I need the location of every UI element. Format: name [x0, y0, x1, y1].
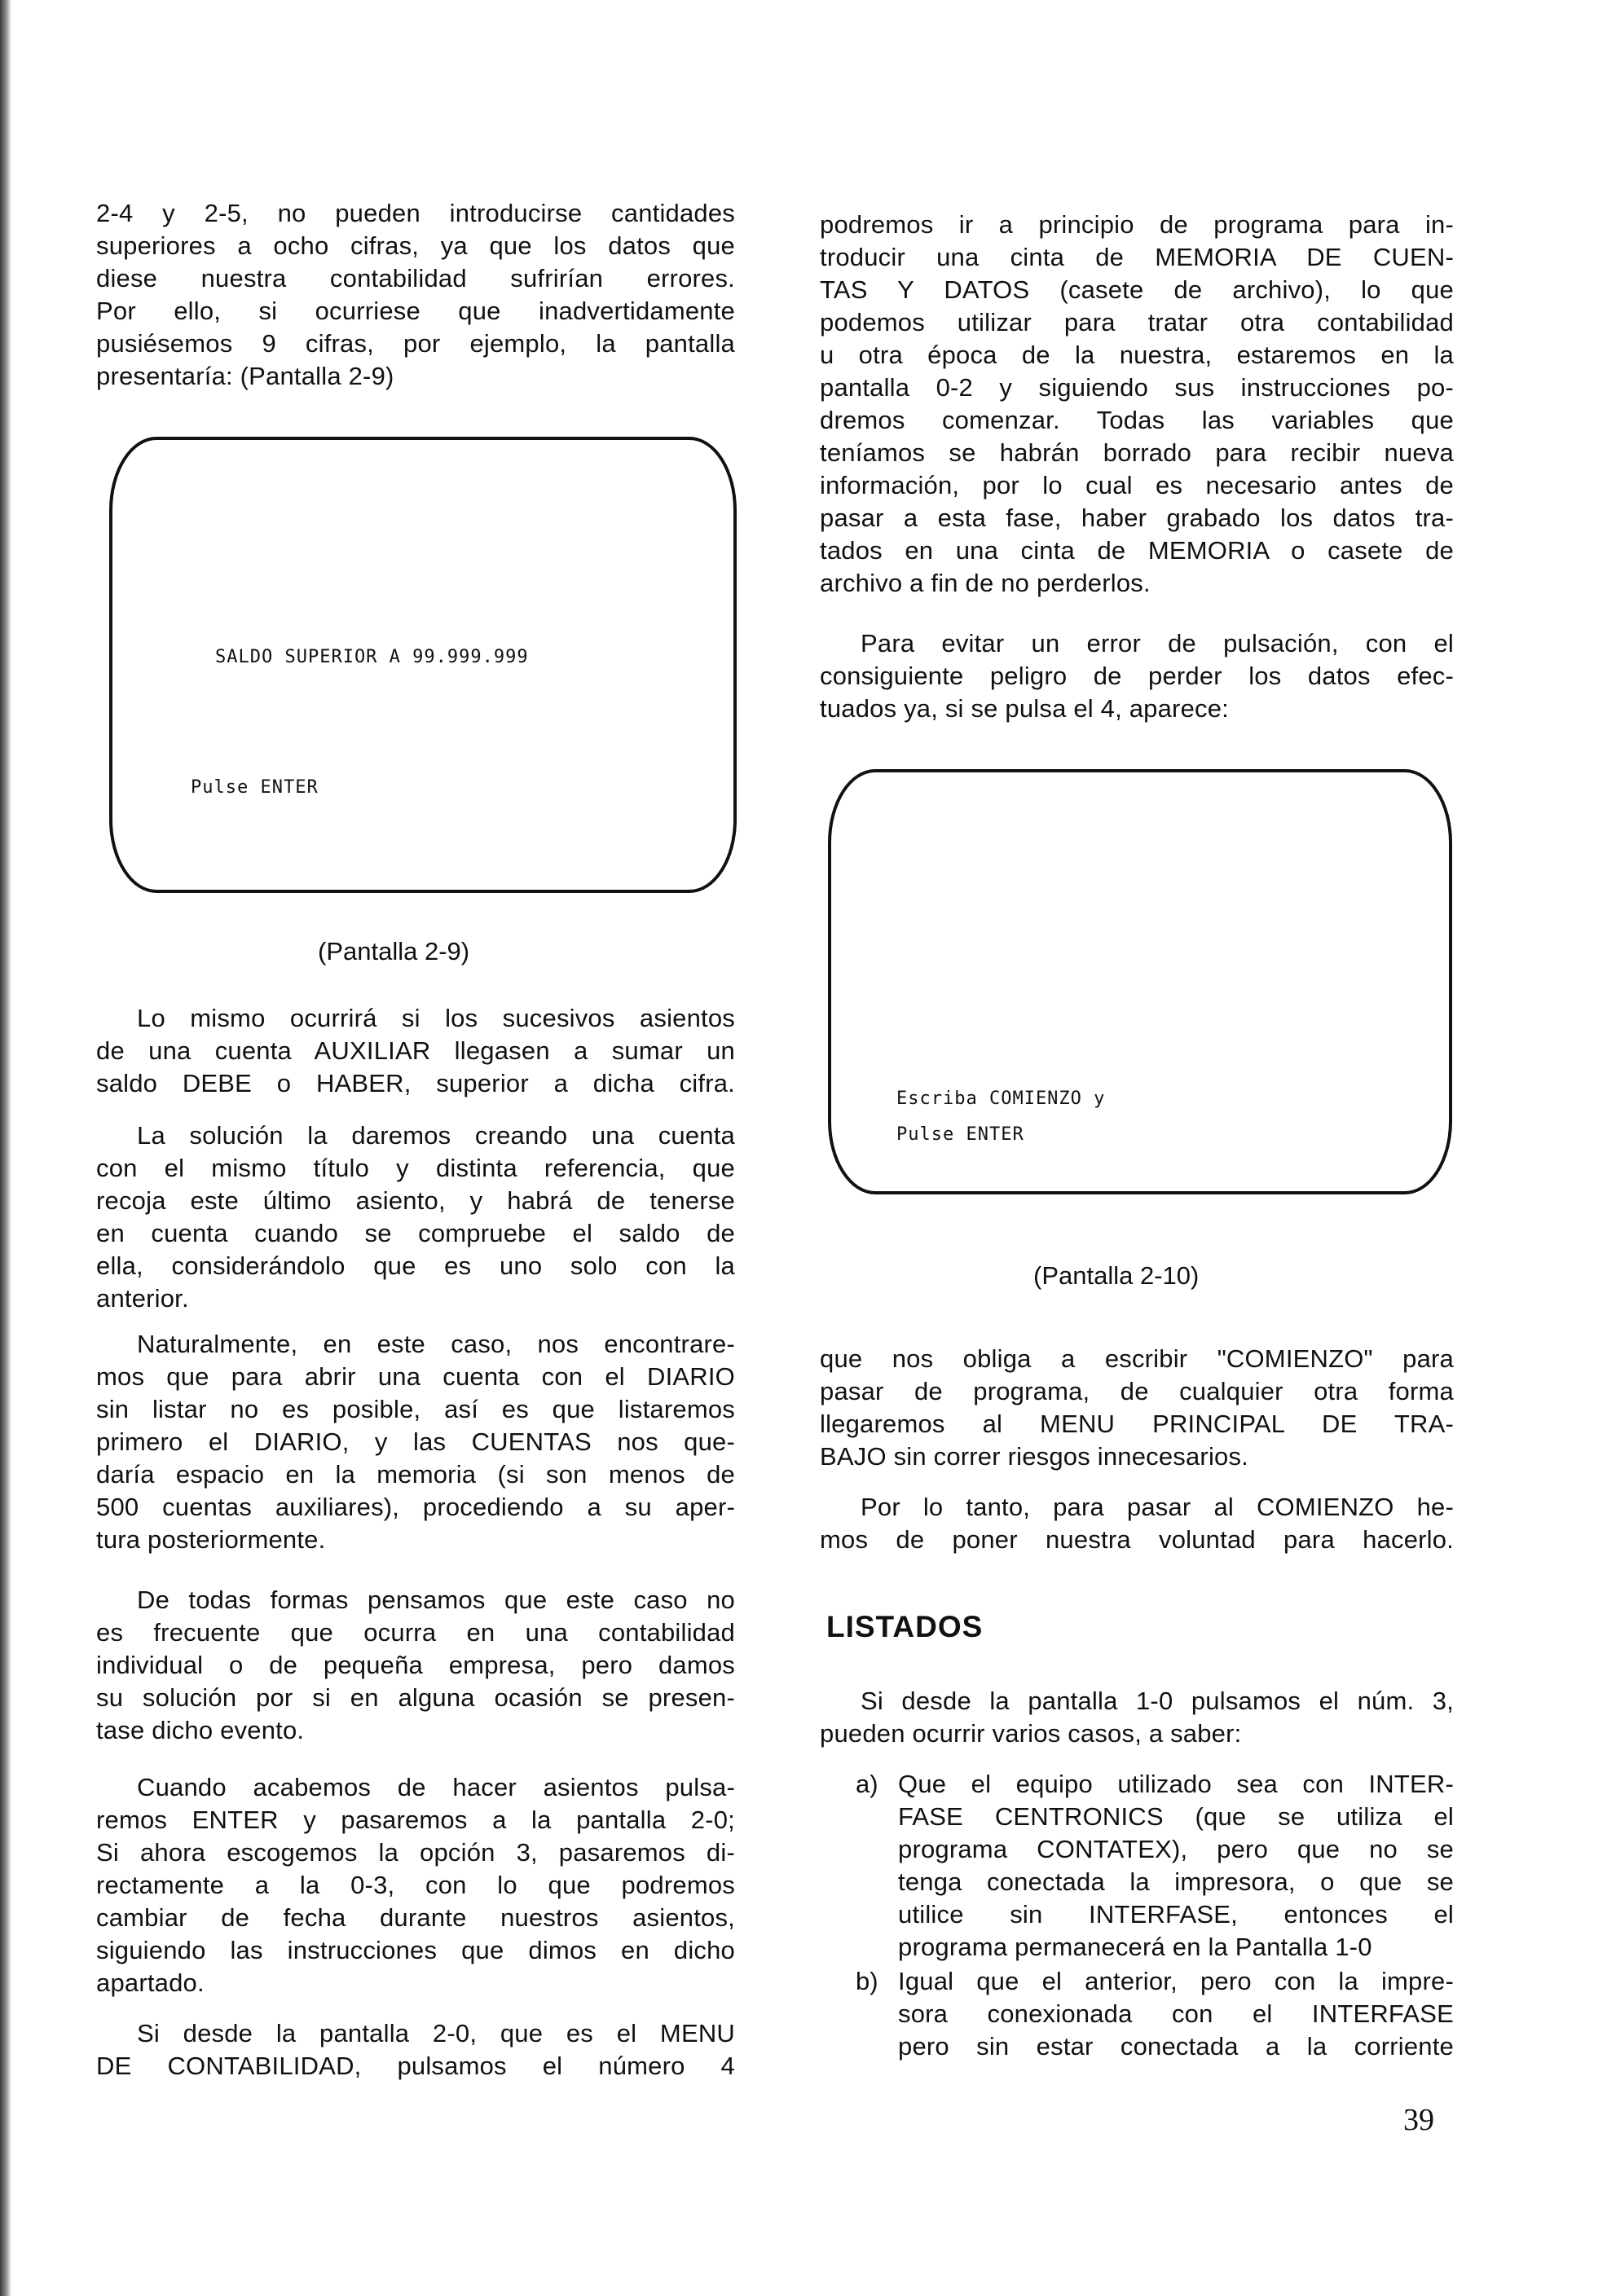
text-line: daría espacio en la memoria (si son menos de [96, 1460, 735, 1489]
text-line: TAS Y DATOS (casete de archivo), lo que [820, 275, 1454, 304]
screen-line-1: Escriba COMIENZO y [896, 1089, 1106, 1109]
text-line: teníamos se habrán borrado para recibir nueva [820, 438, 1454, 467]
text-line: presentaría: (Pantalla 2-9) [96, 362, 394, 390]
text-line: tados en una cinta de MEMORIA o casete de [820, 536, 1454, 565]
text-line: mos que para abrir una cuenta con el DIARIO [96, 1362, 735, 1391]
paragraph [96, 1584, 735, 1747]
list-marker: b) [856, 1967, 878, 1995]
text-line: ella, considerándolo que es uno solo con la [96, 1251, 735, 1280]
paragraph [820, 1343, 1454, 1473]
text-line: pueden ocurrir varios casos, a saber: [820, 1719, 1242, 1748]
text-line: rectamente a la 0-3, con lo que podremos [96, 1871, 735, 1899]
text-line: La solución la daremos creando una cuenta [137, 1121, 735, 1150]
text-line: con el mismo título y distinta referencia, que [96, 1154, 735, 1182]
page-binding-edge [0, 0, 11, 2296]
text-line: 500 cuentas auxiliares), procediendo a su aper- [96, 1493, 735, 1521]
figure-caption: (Pantalla 2-10) [1033, 1261, 1200, 1290]
paragraph [96, 1119, 735, 1315]
text-line: Por lo tanto, para pasar al COMIENZO he- [861, 1493, 1454, 1521]
text-line: de una cuenta AUXILIAR llegasen a sumar un [96, 1036, 735, 1065]
text-line: Naturalmente, en este caso, nos encontrare- [137, 1330, 735, 1358]
paragraph [820, 627, 1454, 725]
figure-caption: (Pantalla 2-9) [318, 937, 470, 965]
text-line: Que el equipo utilizado sea con INTER- [898, 1770, 1454, 1798]
text-line: pantalla 0-2 y siguiendo sus instrucciones po- [820, 373, 1454, 402]
paragraph [820, 209, 1454, 600]
text-line: Si ahora escogemos la opción 3, pasaremos di- [96, 1838, 735, 1867]
text-line: Cuando acabemos de hacer asientos pulsa- [137, 1773, 735, 1801]
text-line: llegaremos al MENU PRINCIPAL DE TRA- [820, 1410, 1454, 1438]
text-line: De todas formas pensamos que este caso no [137, 1586, 735, 1614]
text-line: tura posteriormente. [96, 1525, 326, 1554]
text-line: pusiésemos 9 cifras, por ejemplo, la pantalla [96, 329, 735, 358]
text-line: tuados ya, si se pulsa el 4, aparece: [820, 694, 1229, 723]
text-line: podremos ir a principio de programa para in- [820, 210, 1454, 239]
paragraph [96, 1328, 735, 1556]
text-line: Lo mismo ocurrirá si los sucesivos asientos [137, 1004, 735, 1032]
text-line: utilice sin INTERFASE, entonces el [898, 1900, 1454, 1929]
text-line: Si desde la pantalla 2-0, que es el MENU [137, 2019, 735, 2047]
text-line: DE CONTABILIDAD, pulsamos el número 4 [96, 2052, 735, 2080]
text-line: Para evitar un error de pulsación, con el [861, 629, 1454, 658]
text-line: diese nuestra contabilidad sufrirían errores. [96, 264, 735, 292]
text-line: FASE CENTRONICS (que se utiliza el [898, 1802, 1454, 1831]
paragraph [96, 197, 735, 393]
screen-message: SALDO SUPERIOR A 99.999.999 [215, 647, 529, 667]
list-marker: a) [856, 1770, 878, 1798]
page-number: 39 [1403, 2103, 1434, 2137]
text-line: Si desde la pantalla 1-0 pulsamos el núm. 3, [861, 1687, 1454, 1715]
text-line: 2-4 y 2-5, no pueden introducirse cantidades [96, 199, 735, 227]
text-line: su solución por si en alguna ocasión se presen- [96, 1683, 735, 1712]
text-line: programa permanecerá en la Pantalla 1-0 [898, 1933, 1372, 1961]
text-line: cambiar de fecha durante nuestros asientos, [96, 1903, 735, 1932]
text-line: programa CONTATEX), pero que no se [898, 1835, 1454, 1863]
text-line: tase dicho evento. [96, 1716, 305, 1744]
text-line: siguiendo las instrucciones que dimos en dicho [96, 1936, 735, 1964]
text-line: troducir una cinta de MEMORIA DE CUEN- [820, 243, 1454, 271]
text-line: sora conexionada con el INTERFASE [898, 1999, 1454, 2028]
screen-prompt: Pulse ENTER [191, 777, 319, 798]
text-line: es frecuente que ocurra en una contabilidad [96, 1618, 735, 1647]
text-line: recoja este último asiento, y habrá de tenerse [96, 1186, 735, 1215]
text-line: BAJO sin correr riesgos innecesarios. [820, 1442, 1248, 1471]
text-line: información, por lo cual es necesario antes de [820, 471, 1454, 499]
paragraph [820, 1491, 1454, 1556]
list-item [898, 1965, 1454, 2063]
text-line: que nos obliga a escribir "COMIENZO" para [820, 1344, 1454, 1373]
screen-line-2: Pulse ENTER [896, 1124, 1024, 1145]
text-line: superiores a ocho cifras, ya que los datos que [96, 231, 735, 260]
paragraph [820, 1685, 1454, 1750]
paragraph [96, 2017, 735, 2083]
text-line: pasar a esta fase, haber grabado los datos tra- [820, 504, 1454, 532]
text-line: remos ENTER y pasaremos a la pantalla 2-0; [96, 1806, 735, 1834]
text-line: u otra época de la nuestra, estaremos en la [820, 341, 1454, 369]
text-line: mos de poner nuestra voluntad para hacerlo. [820, 1525, 1454, 1554]
text-line: tenga conectada la impresora, o que se [898, 1867, 1454, 1896]
screen-illustration-2-9 [109, 437, 737, 893]
text-line: sin listar no es posible, así es que listaremos [96, 1395, 735, 1423]
text-line: dremos comenzar. Todas las variables que [820, 406, 1454, 434]
text-line: primero el DIARIO, y las CUENTAS nos que- [96, 1427, 735, 1456]
text-line: anterior. [96, 1284, 189, 1313]
text-line: individual o de pequeña empresa, pero damos [96, 1651, 735, 1679]
section-heading: LISTADOS [826, 1610, 984, 1643]
text-line: pero sin estar conectada a la corriente [898, 2032, 1454, 2061]
text-line: apartado. [96, 1968, 205, 1997]
text-line: Igual que el anterior, pero con la impre- [898, 1967, 1454, 1995]
text-line: saldo DEBE o HABER, superior a dicha cifra. [96, 1069, 735, 1097]
text-line: consiguiente peligro de perder los datos efec- [820, 662, 1454, 690]
list-item [898, 1768, 1454, 1964]
paragraph [96, 1002, 735, 1100]
text-line: podemos utilizar para tratar otra contabilidad [820, 308, 1454, 336]
text-line: Por ello, si ocurriese que inadvertidamente [96, 297, 735, 325]
text-line: en cuenta cuando se compruebe el saldo de [96, 1219, 735, 1247]
text-line: archivo a fin de no perderlos. [820, 569, 1151, 597]
text-line: pasar de programa, de cualquier otra forma [820, 1377, 1454, 1405]
paragraph [96, 1771, 735, 1999]
screen-illustration-2-10 [828, 769, 1452, 1194]
